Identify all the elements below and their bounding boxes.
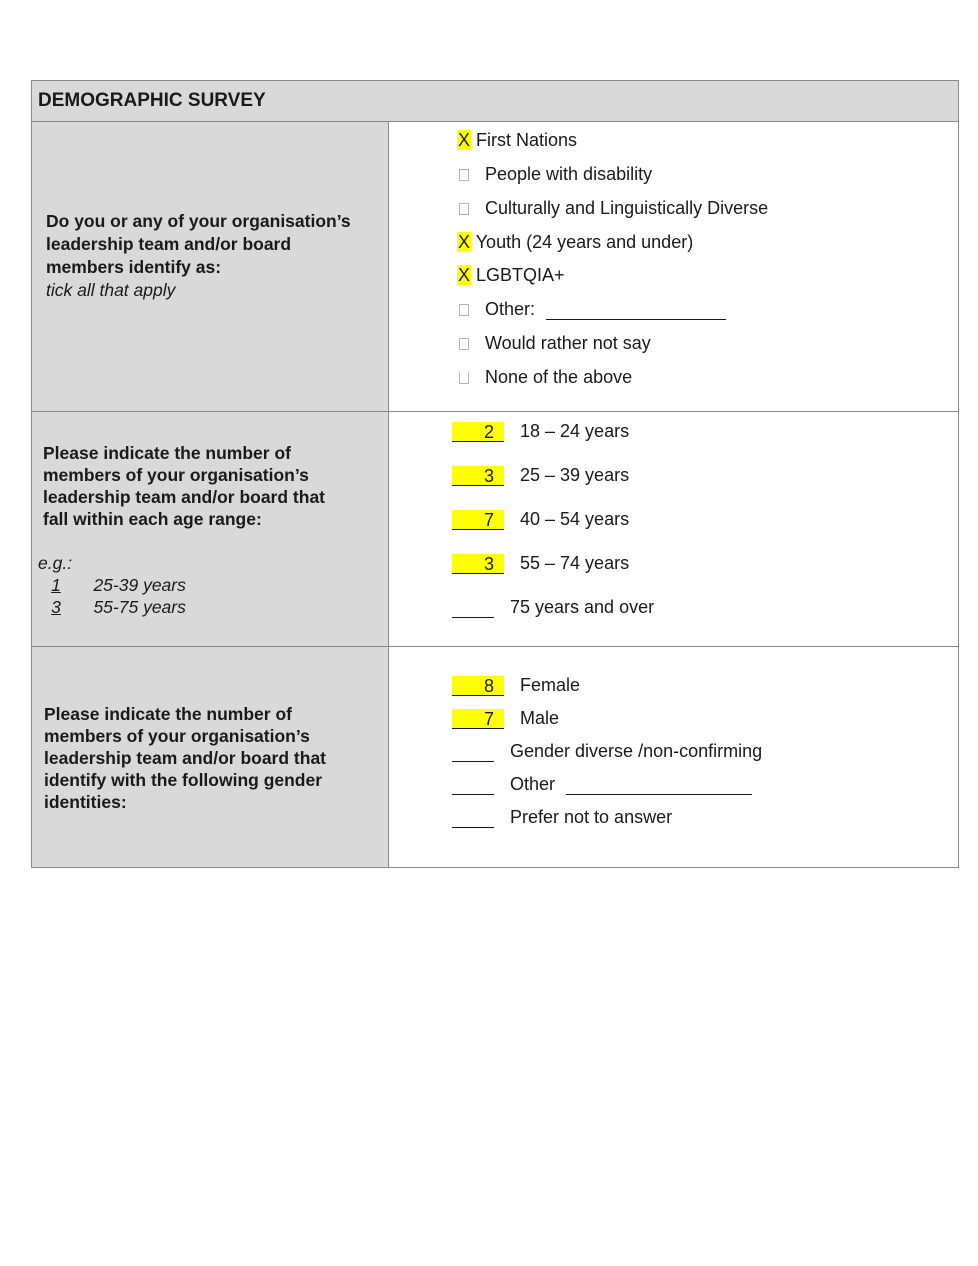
survey-title: DEMOGRAPHIC SURVEY [32,81,958,122]
checkbox[interactable] [459,338,469,350]
checkbox[interactable] [459,203,469,215]
checkbox[interactable] [459,304,469,316]
count-field[interactable] [452,808,494,828]
question-line: fall within each age range: [43,509,262,529]
identity-options [389,122,958,411]
question-gender-cell [32,647,389,867]
example-label-text: 55-75 years [93,597,186,617]
range-label: 40 – 54 years [520,509,630,529]
count-value: 3 [483,466,494,486]
gender-label: Gender diverse /non-confirming [510,741,763,761]
count-field[interactable] [452,510,504,530]
demographic-survey-table [31,80,959,868]
question-line: members of your organisation’s [43,465,309,485]
option-label: Culturally and Linguistically Diverse [485,198,769,218]
range-label: 25 – 39 years [520,465,630,485]
count-field[interactable] [452,676,504,696]
count-value: 7 [483,510,494,530]
count-field[interactable] [452,422,504,442]
question-line: Please indicate the number of [44,704,292,724]
option-youth[interactable] [457,231,693,253]
count-field[interactable] [452,466,504,486]
option-label: None of the above [485,367,633,387]
age-example [38,552,186,618]
age-range-55-74 [452,552,629,574]
gender-female [452,674,580,696]
option-other[interactable] [457,298,726,320]
option-label: LGBTQIA+ [476,265,565,285]
gender-label: Prefer not to answer [510,807,673,827]
range-label: 18 – 24 years [520,421,630,441]
question-line: members identify as: [46,257,222,277]
age-range-18-24 [452,420,629,442]
gender-label: Male [520,708,560,728]
range-label: 75 years and over [510,597,655,617]
checkbox-marked[interactable]: X [458,265,471,285]
question-identity-text [46,210,351,302]
example-label: e.g.: [38,553,73,573]
question-age-cell [32,412,389,646]
example-row [38,574,186,596]
example-row [38,596,186,618]
count-field[interactable] [452,554,504,574]
question-age-row [32,412,958,647]
checkbox[interactable] [459,169,469,181]
option-label: Youth (24 years and under) [475,232,694,252]
question-identity-row [32,122,958,412]
example-count: 3 [51,597,61,617]
example-label-text: 25-39 years [93,575,186,595]
question-gender-text [44,703,326,813]
checkbox-marked[interactable]: X [458,130,471,150]
age-range-75-plus [452,596,654,618]
question-line: leadership team and/or board that [43,487,325,507]
question-line: identities: [44,792,127,812]
question-hint: tick all that apply [46,280,176,300]
gender-label: Other [510,774,556,794]
checkbox-marked[interactable]: X [458,232,471,252]
example-count: 1 [51,575,61,595]
count-value: 8 [483,676,494,696]
question-line: Do you or any of your organisation’s [46,211,351,231]
other-gender-text-field[interactable] [566,776,752,795]
question-identity-cell [32,122,389,411]
option-cald[interactable] [457,197,768,219]
count-value: 7 [483,709,494,729]
count-field[interactable] [452,709,504,729]
range-label: 55 – 74 years [520,553,630,573]
gender-other [452,773,752,795]
age-range-40-54 [452,508,629,530]
question-line: Please indicate the number of [43,443,291,463]
count-field[interactable] [452,598,494,618]
count-field[interactable] [452,775,494,795]
option-none[interactable] [457,366,632,388]
option-label: First Nations [476,130,578,150]
age-range-25-39 [452,464,629,486]
question-line: members of your organisation’s [44,726,310,746]
other-text-field[interactable] [546,301,726,320]
age-range-options [389,412,958,646]
question-line: leadership team and/or board [46,234,292,254]
option-rather-not-say[interactable] [457,332,651,354]
gender-male [452,707,559,729]
count-field[interactable] [452,742,494,762]
option-label: Would rather not say [485,333,651,353]
option-disability[interactable] [457,163,652,185]
option-label: People with disability [485,164,653,184]
gender-options [389,647,958,867]
question-age-text [43,442,325,530]
option-lgbtqia[interactable] [457,264,565,286]
gender-label: Female [520,675,581,695]
gender-diverse [452,740,762,762]
question-gender-row [32,647,958,867]
count-value: 2 [483,422,494,442]
option-label: Other: [485,299,536,319]
count-value: 3 [483,554,494,574]
question-line: identify with the following gender [44,770,323,790]
question-line: leadership team and/or board that [44,748,326,768]
option-first-nations[interactable] [457,129,577,151]
gender-prefer-not [452,806,672,828]
checkbox[interactable] [459,372,469,384]
